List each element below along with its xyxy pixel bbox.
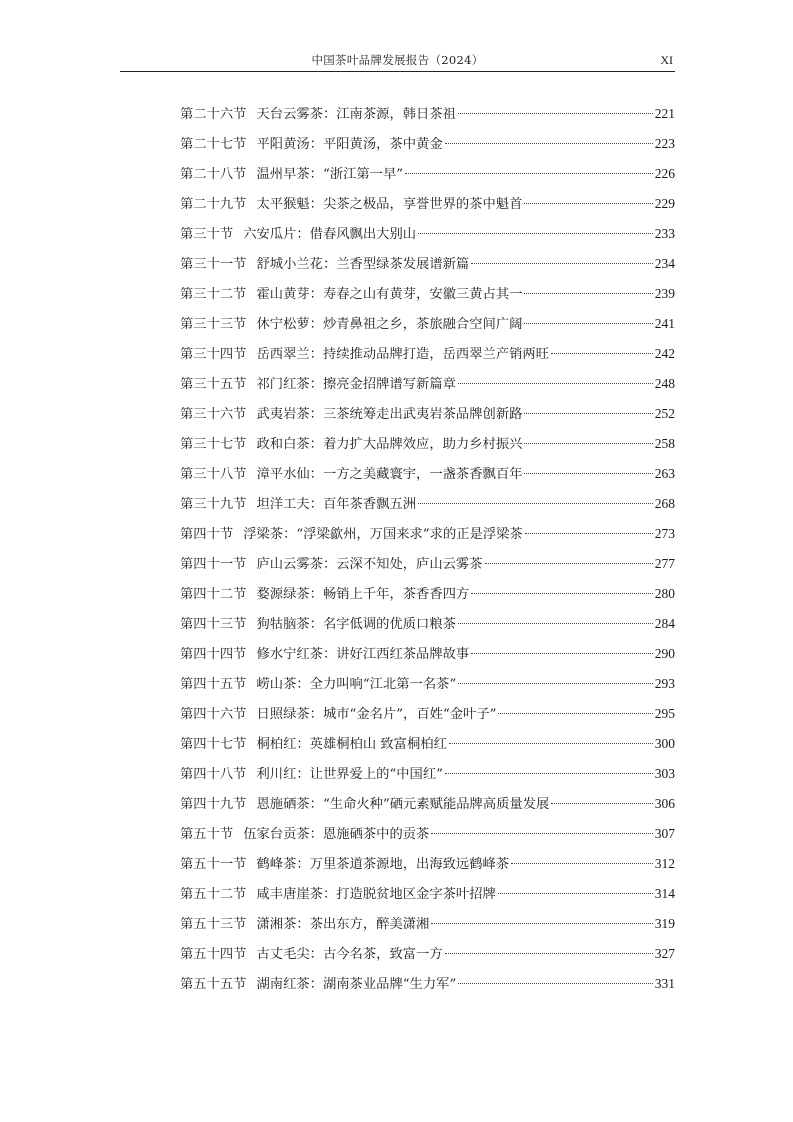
toc-section-number: 第三十九节 [180, 497, 247, 512]
toc-entry[interactable] [180, 763, 675, 793]
toc-page-number: 223 [654, 136, 675, 151]
toc-section-number: 第三十六节 [180, 407, 247, 422]
toc-entry-title: 日照绿茶：城市“金名片”，百姓“金叶子” [256, 707, 497, 722]
toc-page-number: 293 [654, 676, 675, 691]
toc-page-number: 226 [654, 166, 675, 181]
toc-entry[interactable] [180, 193, 675, 223]
toc-entry-title: 狗牯脑茶：名字低调的优质口粮茶 [256, 617, 456, 632]
toc-page-number: 312 [654, 856, 675, 871]
toc-entry-title: 平阳黄汤：平阳黄汤，茶中黄金 [256, 137, 443, 152]
toc-entry[interactable] [180, 883, 675, 913]
toc-section-number: 第二十八节 [180, 167, 247, 182]
toc-section-number: 第三十四节 [180, 347, 247, 362]
toc-page-number: 307 [654, 826, 675, 841]
toc-section-number: 第二十九节 [180, 197, 247, 212]
toc-entry-title: 休宁松萝：炒青鼻祖之乡，茶旅融合空间广阔 [256, 317, 523, 332]
toc-section-number: 第四十一节 [180, 557, 247, 572]
toc-dot-leader [551, 353, 653, 354]
toc-dot-leader [524, 203, 652, 204]
toc-dot-leader [525, 533, 653, 534]
toc-entry-title: 舒城小兰花：兰香型绿茶发展谱新篇 [256, 257, 470, 272]
toc-entry-title: 温州早茶：“浙江第一早” [256, 167, 404, 182]
toc-page-number: 229 [654, 196, 675, 211]
toc-section-number: 第五十节 [180, 827, 234, 842]
toc-entry[interactable] [180, 733, 675, 763]
toc-entry-title: 武夷岩茶：三茶统筹走出武夷岩茶品牌创新路 [256, 407, 523, 422]
toc-entry-title: 鹤峰茶：万里茶道茶源地，出海致远鹤峰茶 [256, 857, 510, 872]
toc-dot-leader [449, 743, 653, 744]
toc-page-number: 263 [654, 466, 675, 481]
toc-page-number: 241 [654, 316, 675, 331]
toc-entry[interactable] [180, 973, 675, 1003]
toc-entry[interactable] [180, 103, 675, 133]
toc-entry[interactable] [180, 943, 675, 973]
toc-entry-title: 岳西翠兰：持续推动品牌打造，岳西翠兰产销两旺 [256, 347, 550, 362]
toc-page-number: 295 [654, 706, 675, 721]
toc-section-number: 第四十三节 [180, 617, 247, 632]
toc-entry-title: 古丈毛尖：古今名茶，致富一方 [256, 947, 443, 962]
toc-page-number: 284 [654, 616, 675, 631]
toc-entry-title: 政和白茶：着力扩大品牌效应，助力乡村振兴 [256, 437, 523, 452]
toc-entry[interactable] [180, 823, 675, 853]
toc-section-number: 第三十五节 [180, 377, 247, 392]
toc-entry-title: 漳平水仙：一方之美藏寰宇，一盏茶香飘百年 [256, 467, 523, 482]
toc-page-number: 319 [654, 916, 675, 931]
toc-entry-title: 六安瓜片：借春风飘出大别山 [243, 227, 417, 242]
toc-section-number: 第四十五节 [180, 677, 247, 692]
toc-entry[interactable] [180, 583, 675, 613]
toc-entry-title: 恩施硒茶：“生命火种”硒元素赋能品牌高质量发展 [256, 797, 550, 812]
toc-entry-title: 崂山茶：全力叫响“江北第一名茶” [256, 677, 457, 692]
toc-dot-leader [524, 413, 652, 414]
toc-dot-leader [498, 713, 652, 714]
toc-section-number: 第二十六节 [180, 107, 247, 122]
toc-section-number: 第四十节 [180, 527, 234, 542]
toc-entry-title: 伍家台贡茶：恩施硒茶中的贡茶 [243, 827, 430, 842]
toc-entry[interactable] [180, 673, 675, 703]
toc-dot-leader [485, 563, 653, 564]
toc-entry[interactable] [180, 463, 675, 493]
toc-dot-leader [418, 233, 653, 234]
toc-section-number: 第三十二节 [180, 287, 247, 302]
toc-dot-leader [458, 983, 653, 984]
toc-entry-title: 祁门红茶：擦亮金招牌谱写新篇章 [256, 377, 456, 392]
toc-entry[interactable] [180, 913, 675, 943]
toc-dot-leader [445, 143, 653, 144]
toc-entry-title: 潇湘茶：茶出东方，醉美潇湘 [256, 917, 430, 932]
toc-entry-title: 庐山云雾茶：云深不知处，庐山云雾茶 [256, 557, 483, 572]
toc-dot-leader [431, 833, 652, 834]
toc-entry[interactable] [180, 613, 675, 643]
toc-entry-title: 利川红：让世界爱上的“中国红” [256, 767, 443, 782]
toc-section-number: 第三十一节 [180, 257, 247, 272]
toc-dot-leader [458, 623, 653, 624]
toc-entry[interactable] [180, 373, 675, 403]
toc-entry-title: 坦洋工夫：百年茶香飘五洲 [256, 497, 417, 512]
toc-dot-leader [405, 173, 653, 174]
toc-section-number: 第四十六节 [180, 707, 247, 722]
toc-entry[interactable] [180, 493, 675, 523]
toc-dot-leader [498, 893, 653, 894]
toc-entry-title: 湖南红茶：湖南茶业品牌“生力军” [256, 977, 457, 992]
toc-section-number: 第四十八节 [180, 767, 247, 782]
toc-section-number: 第三十三节 [180, 317, 247, 332]
toc-section-number: 第三十七节 [180, 437, 247, 452]
toc-section-number: 第二十七节 [180, 137, 247, 152]
toc-section-number: 第五十一节 [180, 857, 247, 872]
toc-page-number: 258 [654, 436, 675, 451]
toc-dot-leader [471, 593, 653, 594]
toc-section-number: 第四十七节 [180, 737, 247, 752]
toc-entry[interactable] [180, 343, 675, 373]
toc-dot-leader [458, 113, 653, 114]
toc-entry[interactable] [180, 253, 675, 283]
toc-page-number: 234 [654, 256, 675, 271]
toc-entry[interactable] [180, 853, 675, 883]
toc-entry[interactable] [180, 793, 675, 823]
toc-entry[interactable] [180, 133, 675, 163]
toc-page-number: 242 [654, 346, 675, 361]
toc-dot-leader [418, 503, 653, 504]
book-title: 中国茶叶品牌发展报告（2024） [311, 53, 484, 67]
toc-entry-title: 婺源绿茶：畅销上千年，茶香香四方 [256, 587, 470, 602]
toc-entry[interactable] [180, 313, 675, 343]
toc-page-number: 303 [654, 766, 675, 781]
toc-section-number: 第四十二节 [180, 587, 247, 602]
toc-page-number: 277 [654, 556, 675, 571]
toc-dot-leader [524, 473, 652, 474]
toc-page-number: 239 [654, 286, 675, 301]
toc-dot-leader [471, 653, 653, 654]
toc-entry-title: 修水宁红茶：讲好江西红茶品牌故事 [256, 647, 470, 662]
toc-section-number: 第四十九节 [180, 797, 247, 812]
toc-entry[interactable] [180, 523, 675, 553]
toc-page-number: 221 [654, 106, 675, 121]
toc-page-number: 314 [654, 886, 675, 901]
toc-dot-leader [445, 773, 653, 774]
toc-section-number: 第三十八节 [180, 467, 247, 482]
toc-page-number: 331 [654, 976, 675, 991]
toc-page-number: 306 [654, 796, 675, 811]
toc-section-number: 第五十四节 [180, 947, 247, 962]
toc-entry[interactable] [180, 283, 675, 313]
page-number: XI [660, 53, 673, 67]
toc-entry[interactable] [180, 703, 675, 733]
toc-section-number: 第五十三节 [180, 917, 247, 932]
toc-dot-leader [445, 953, 653, 954]
toc-section-number: 第五十五节 [180, 977, 247, 992]
toc-entry[interactable] [180, 163, 675, 193]
toc-entry-title: 桐柏红：英雄桐柏山 致富桐柏红 [256, 737, 447, 752]
toc-page-number: 252 [654, 406, 675, 421]
running-header [120, 52, 675, 72]
header-rule [120, 71, 675, 72]
toc-entry[interactable] [180, 223, 675, 253]
toc-dot-leader [524, 293, 652, 294]
toc-section-number: 第三十节 [180, 227, 234, 242]
toc-entry-title: 浮梁茶：“浮梁歙州，万国来求”求的正是浮梁茶 [243, 527, 523, 542]
toc-dot-leader [524, 443, 652, 444]
toc-entry[interactable] [180, 643, 675, 673]
toc-dot-leader [551, 803, 652, 804]
toc-dot-leader [524, 323, 652, 324]
toc-entry[interactable] [180, 553, 675, 583]
toc-dot-leader [471, 263, 653, 264]
toc-page-number: 233 [654, 226, 675, 241]
toc-dot-leader [431, 923, 652, 924]
toc-entry-title: 太平猴魁：尖茶之极品，享誉世界的茶中魁首 [256, 197, 523, 212]
toc-entry[interactable] [180, 403, 675, 433]
toc-entry-title: 霍山黄芽：寿春之山有黄芽，安徽三黄占其一 [256, 287, 523, 302]
toc-entry-title: 天台云雾茶：江南茶源，韩日茶祖 [256, 107, 456, 122]
toc-page-number: 248 [654, 376, 675, 391]
toc-entry[interactable] [180, 433, 675, 463]
table-of-contents [180, 103, 675, 1003]
toc-dot-leader [458, 383, 653, 384]
toc-section-number: 第五十二节 [180, 887, 247, 902]
toc-page-number: 280 [654, 586, 675, 601]
toc-page-number: 327 [654, 946, 675, 961]
toc-page-number: 268 [654, 496, 675, 511]
toc-page-number: 290 [654, 646, 675, 661]
toc-page-number: 300 [654, 736, 675, 751]
toc-dot-leader [511, 863, 653, 864]
toc-page-number: 273 [654, 526, 675, 541]
toc-dot-leader [458, 683, 653, 684]
toc-entry-title: 咸丰唐崖茶：打造脱贫地区金字茶叶招牌 [256, 887, 496, 902]
toc-section-number: 第四十四节 [180, 647, 247, 662]
